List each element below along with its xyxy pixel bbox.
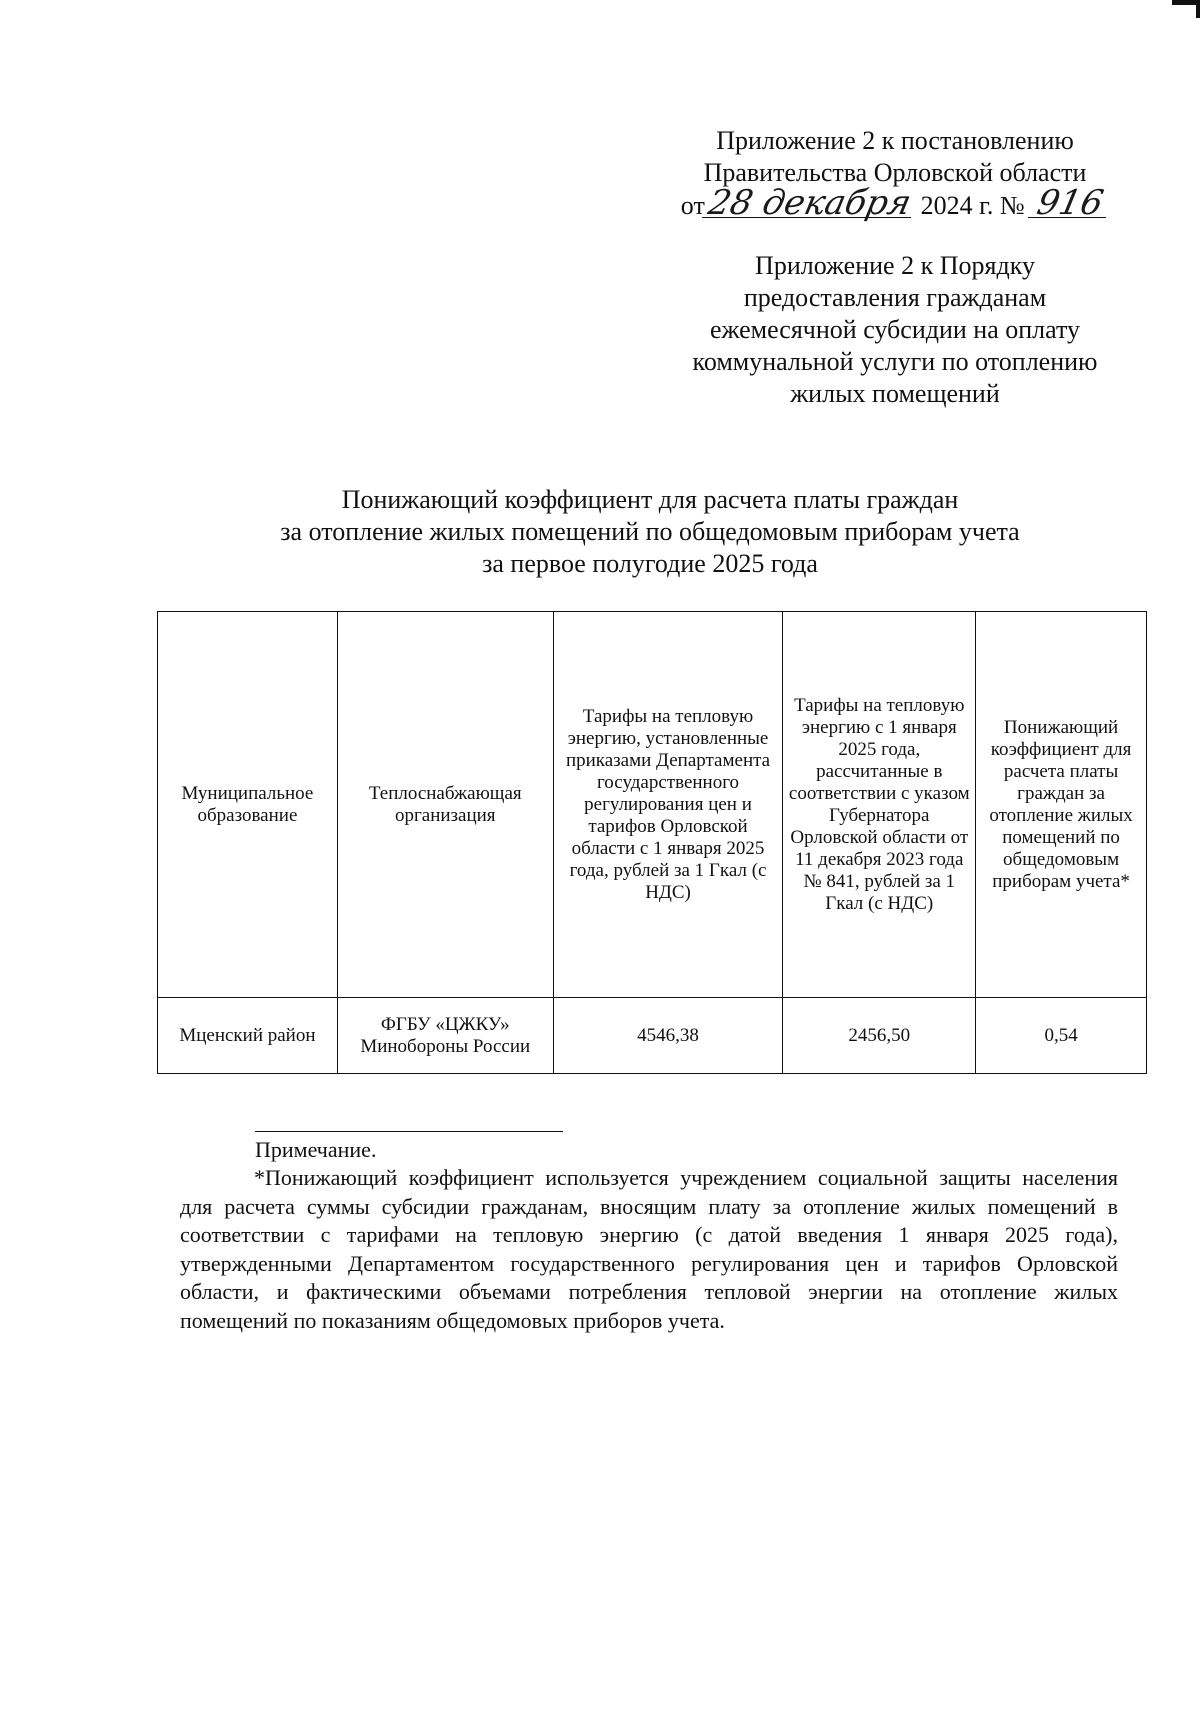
appendix-block: [650, 250, 1140, 410]
cell-tariff-department: 4546,38: [553, 998, 783, 1074]
cell-municipality: Мценский район: [158, 998, 338, 1074]
table-header-row: [158, 612, 1147, 998]
note-text: *Понижающий коэффициент используется учреждением социальной защиты населения для расчета суммы субсидии гражданам, вносящим плату за отопление жилых помещений в соответствии с тарифами на тепловую энергию (с датой введения 1 января 2025 года), утвержденными Департаментом государственного регулирования цен и тарифов Орловской области, и фактическими объемами потребления тепловой энергии на отопление жилых помещений по показаниям общедомовых приборов учета.: [180, 1165, 1118, 1333]
appendix-line: предоставления гражданам: [743, 283, 1047, 312]
title-line: за отопление жилых помещений по общедомовым приборам учета: [280, 517, 1020, 546]
header-heat-supplier: Теплоснабжающая организация: [337, 612, 553, 998]
header-tariff-governor: Тарифы на тепловую энергию с 1 января 2025 года, рассчитанные в соответствии с указом Губернатора Орловской области от 11 декабря 2023 года № 841, рублей за 1 Гкал (с НДС): [783, 612, 976, 998]
table-row: [158, 998, 1147, 1074]
note-label: Примечание.: [255, 1137, 377, 1162]
coefficient-table: [157, 611, 1147, 1074]
title-line: за первое полугодие 2025 года: [482, 549, 818, 578]
header-tariff-department: Тарифы на тепловую энергию, установленные приказами Департамента государственного регулирования цен и тарифов Орловской области с 1 января 2025 года, рублей за 1 Гкал (с НДС): [553, 612, 783, 998]
approval-block: [650, 125, 1140, 222]
header-municipality: Муниципальное образование: [158, 612, 338, 998]
title-line: Понижающий коэффициент для расчета платы граждан: [341, 485, 959, 514]
appendix-line: жилых помещений: [790, 379, 1000, 408]
handwritten-date: 28 декабря: [702, 189, 918, 218]
cell-tariff-governor: 2456,50: [783, 998, 976, 1074]
footnote-separator: [255, 1131, 563, 1132]
handwritten-number: 916: [1028, 189, 1112, 218]
scan-corner-mark: [1196, 0, 1200, 18]
approval-date-line: [650, 183, 1140, 223]
appendix-line: ежемесячной субсидии на оплату: [709, 315, 1081, 344]
document-title: [160, 484, 1140, 580]
header-reducing-coefficient: Понижающий коэффициент для расчета платы граждан за отопление жилых помещений по общедомовым приборам учета*: [976, 612, 1147, 998]
approval-line-2: Правительства Орловской области: [703, 158, 1087, 187]
year-text: 2024 г. №: [920, 191, 1025, 220]
cell-heat-supplier: ФГБУ «ЦЖКУ» Минобороны России: [337, 998, 553, 1074]
date-prefix: от: [680, 191, 705, 220]
cell-reducing-coefficient: 0,54: [976, 998, 1147, 1074]
appendix-line: Приложение 2 к Порядку: [755, 251, 1035, 280]
appendix-line: коммунальной услуги по отоплению: [692, 347, 1098, 376]
approval-line-1: Приложение 2 к постановлению: [716, 126, 1074, 155]
